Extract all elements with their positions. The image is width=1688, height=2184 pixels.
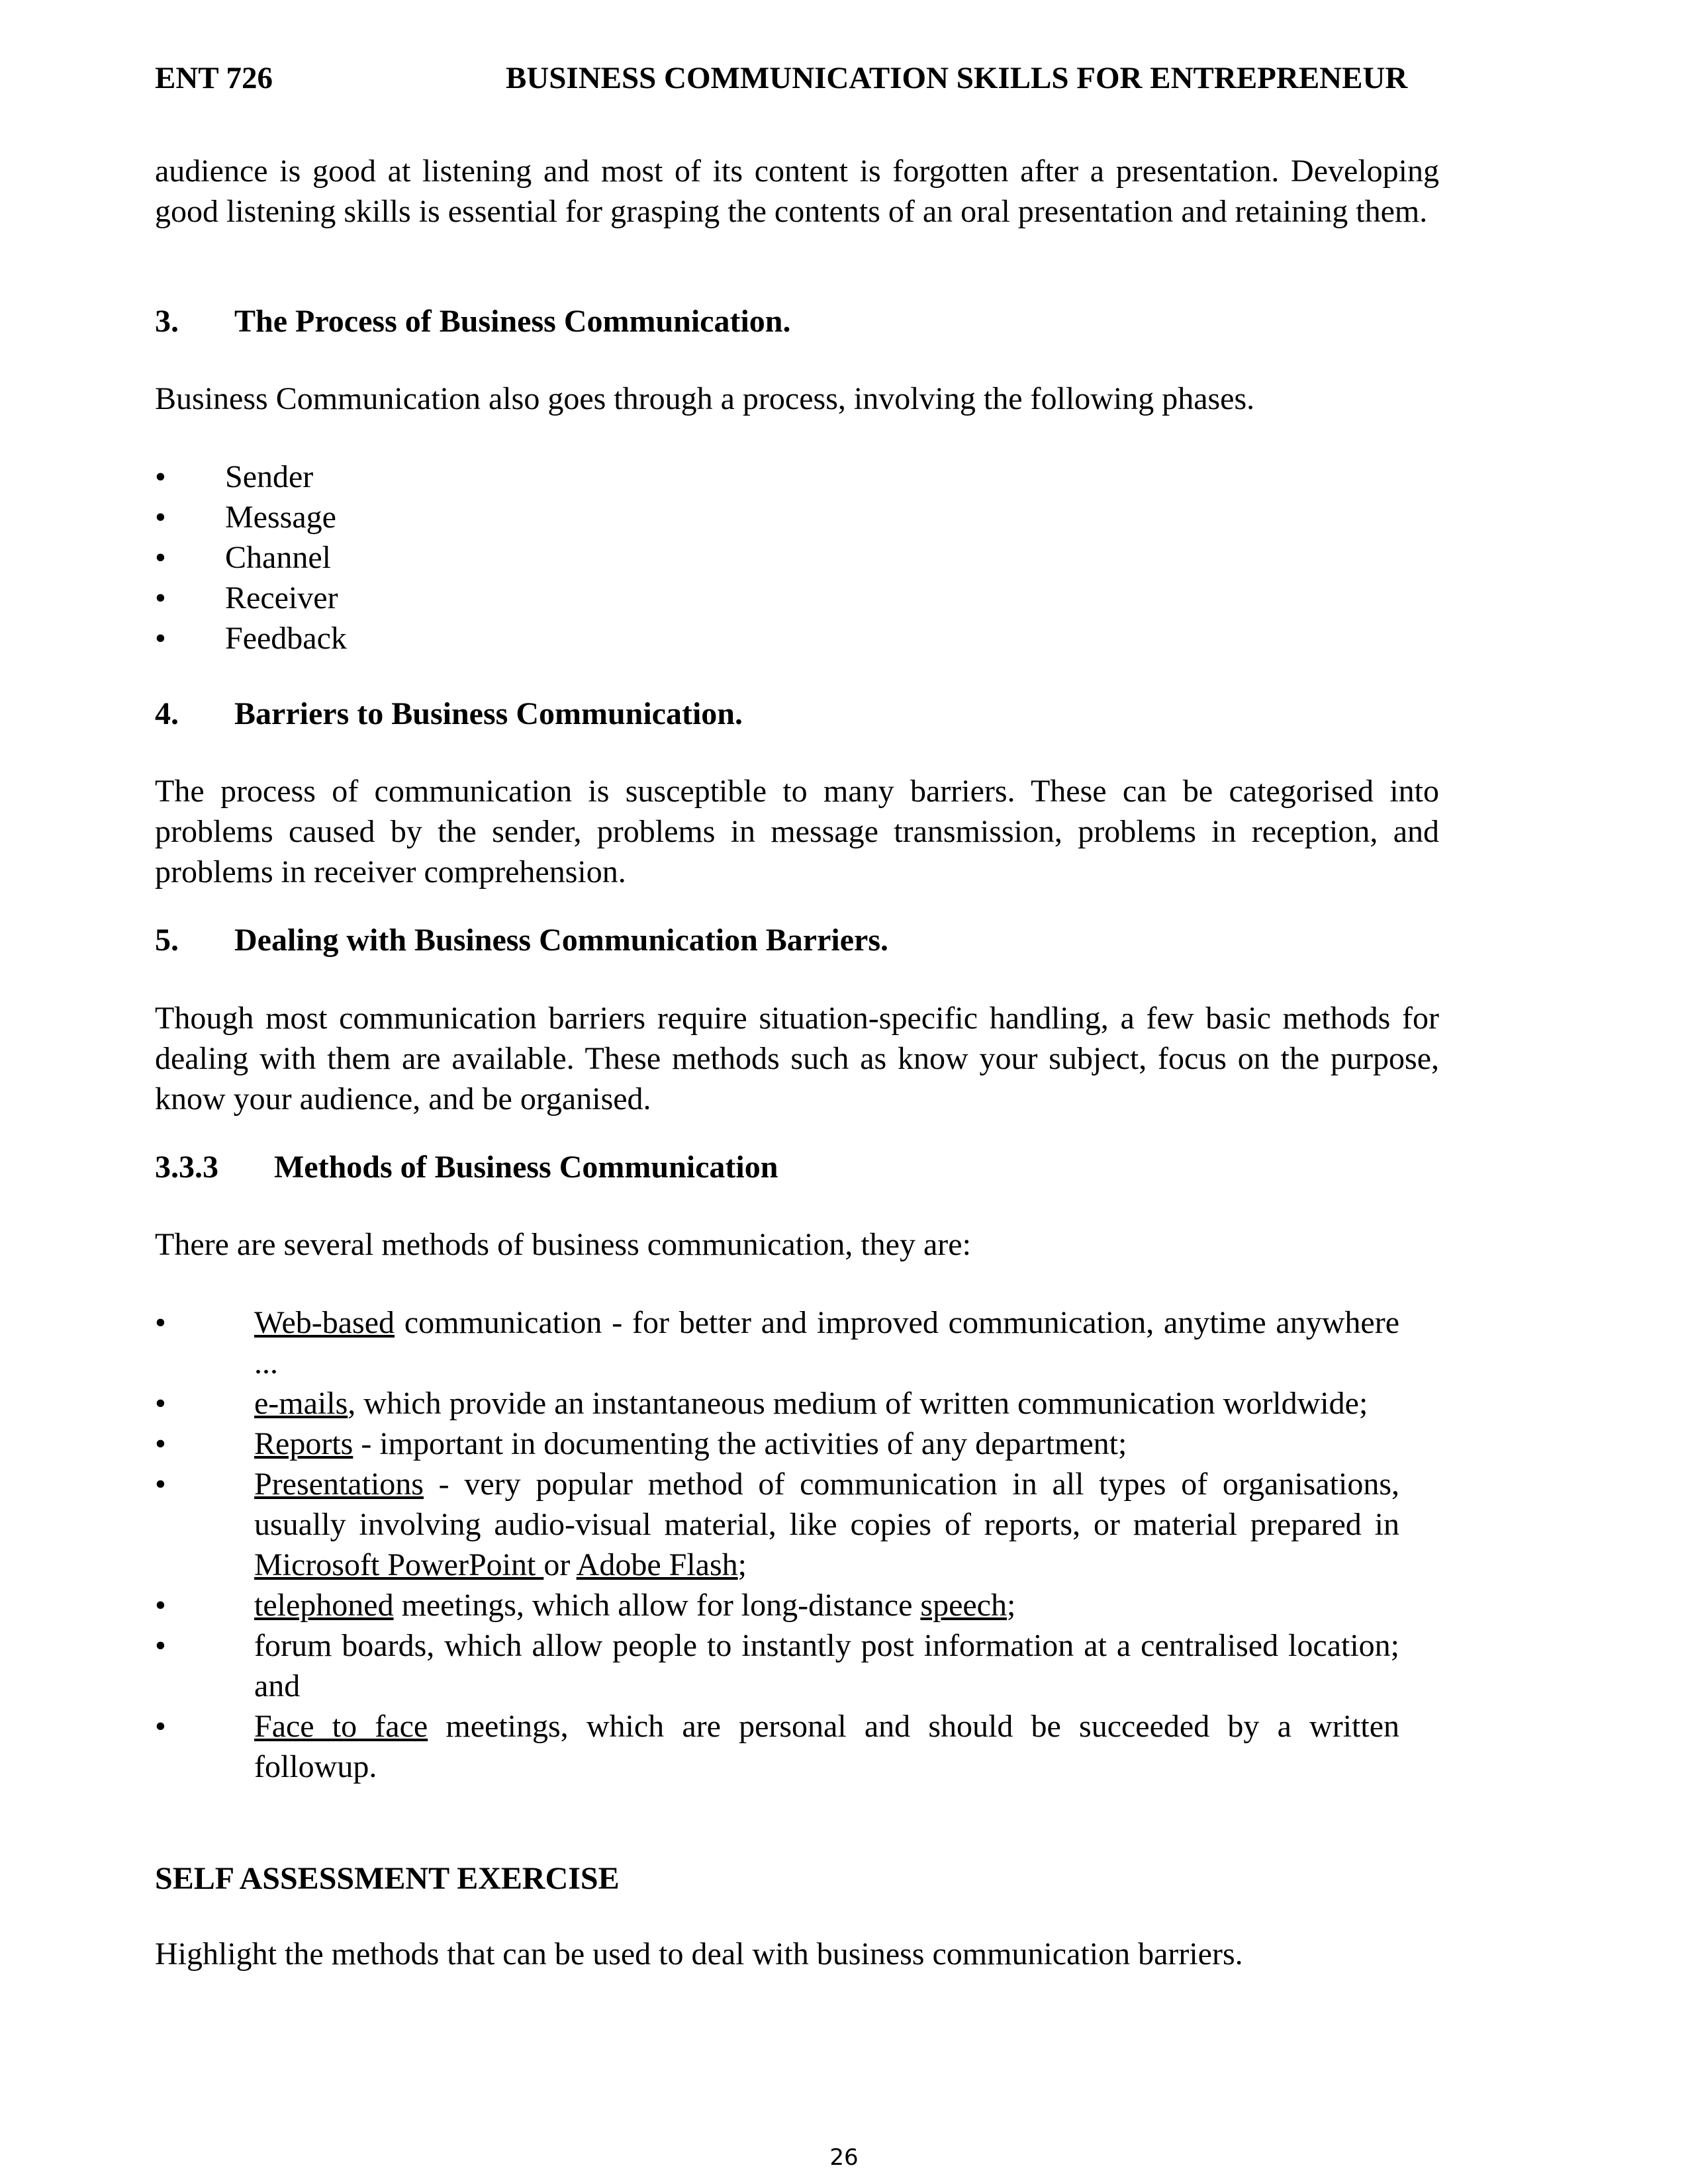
list-item bbox=[155, 578, 347, 618]
section-5-number: 5. bbox=[155, 923, 179, 958]
e-mails-link[interactable]: e-mails bbox=[254, 1386, 348, 1421]
self-assessment-question: Highlight the methods that can be used to deal with business communication barriers. bbox=[155, 1936, 1243, 1972]
phase-label: Message bbox=[225, 500, 336, 535]
method-text: meetings, which allow for long-distance bbox=[393, 1588, 921, 1623]
section-5-paragraph: Though most communication barriers require situation-specific handling, a few basic methods for dealing with them are available. These methods such as know your subject, focus on the purpose, know your audience, and be organised. bbox=[155, 1001, 1439, 1116]
bullet-icon: • bbox=[155, 500, 166, 535]
bullet-icon: • bbox=[155, 1709, 166, 1744]
document-page bbox=[155, 0, 1439, 2184]
self-assessment-heading: SELF ASSESSMENT EXERCISE bbox=[155, 1861, 620, 1896]
section-5-heading bbox=[155, 920, 888, 960]
method-text: or bbox=[543, 1547, 577, 1582]
section-4-title: Barriers to Business Communication. bbox=[234, 696, 743, 731]
section-3-number: 3. bbox=[155, 304, 179, 339]
section-333-heading bbox=[155, 1147, 778, 1187]
adobe-flash-link[interactable]: Adobe Flash bbox=[576, 1547, 738, 1582]
bullet-icon: • bbox=[155, 459, 166, 494]
bullet-icon: • bbox=[155, 1588, 166, 1623]
method-text: , which provide an instantaneous medium of written communication worldwide; bbox=[348, 1386, 1368, 1421]
microsoft-powerpoint-link[interactable]: Microsoft PowerPoint bbox=[254, 1547, 544, 1582]
bullet-icon: • bbox=[155, 1628, 166, 1663]
method-text: forum boards, which allow people to instantly post information at a centralised location; and bbox=[254, 1628, 1399, 1704]
list-item bbox=[155, 1424, 1399, 1464]
list-item bbox=[155, 1706, 1399, 1787]
section-4-paragraph: The process of communication is susceptible to many barriers. These can be categorised into problems caused by the sender, problems in message transmission, problems in reception, and problems in receiver comprehension. bbox=[155, 774, 1439, 889]
presentations-link[interactable]: Presentations bbox=[254, 1467, 424, 1502]
phase-label: Sender bbox=[225, 459, 314, 494]
list-item bbox=[155, 1585, 1399, 1625]
phase-label: Receiver bbox=[225, 580, 338, 615]
phase-label: Channel bbox=[225, 540, 331, 575]
method-text: - important in documenting the activities of any department; bbox=[353, 1426, 1127, 1461]
intro-paragraph: audience is good at listening and most of its content is forgotten after a presentation. Developing good listening skills is essential for grasping the contents of an oral presentation and retaining them. bbox=[155, 154, 1439, 229]
section-5-title: Dealing with Business Communication Barriers. bbox=[234, 923, 889, 958]
running-header bbox=[155, 58, 1426, 98]
page-number: 26 bbox=[829, 2144, 859, 2171]
bullet-icon: • bbox=[155, 1467, 166, 1502]
method-text: communication - for better and improved communication, anytime anywhere ... bbox=[254, 1305, 1399, 1381]
phases-list bbox=[155, 457, 347, 659]
course-code: ENT 726 bbox=[155, 61, 273, 95]
bullet-icon: • bbox=[155, 1305, 166, 1340]
section-3-title: The Process of Business Communication. bbox=[234, 304, 791, 339]
phase-label: Feedback bbox=[225, 621, 347, 656]
section-333-title: Methods of Business Communication bbox=[274, 1150, 778, 1185]
list-item bbox=[155, 1302, 1399, 1383]
list-item bbox=[155, 457, 347, 497]
list-item bbox=[155, 497, 347, 537]
method-text: ; bbox=[737, 1547, 747, 1582]
section-333-paragraph: There are several methods of business communication, they are: bbox=[155, 1227, 971, 1262]
section-3-paragraph: Business Communication also goes through a process, involving the following phases. bbox=[155, 381, 1255, 416]
methods-list bbox=[155, 1302, 1399, 1787]
bullet-icon: • bbox=[155, 1426, 166, 1461]
list-item bbox=[155, 537, 347, 578]
section-333-number: 3.3.3 bbox=[155, 1150, 218, 1185]
web-based-link[interactable]: Web-based bbox=[254, 1305, 395, 1340]
face-to-face-link[interactable]: Face to face bbox=[254, 1709, 428, 1744]
reports-link[interactable]: Reports bbox=[254, 1426, 353, 1461]
bullet-icon: • bbox=[155, 580, 166, 615]
list-item bbox=[155, 1625, 1399, 1706]
method-text: meetings, which are personal and should be succeeded by a written followup. bbox=[254, 1709, 1400, 1784]
course-title: BUSINESS COMMUNICATION SKILLS FOR ENTREPRENEUR bbox=[506, 61, 1408, 95]
bullet-icon: • bbox=[155, 621, 166, 656]
method-text: ; bbox=[1006, 1588, 1016, 1623]
section-4-number: 4. bbox=[155, 696, 179, 731]
bullet-icon: • bbox=[155, 540, 166, 575]
bullet-icon: • bbox=[155, 1386, 166, 1421]
method-text: - very popular method of communication in all types of organisations, usually involving audio-visual material, like copies of reports, or material prepared in bbox=[254, 1467, 1399, 1542]
list-item bbox=[155, 618, 347, 659]
list-item bbox=[155, 1383, 1399, 1424]
section-3-heading bbox=[155, 301, 791, 341]
telephoned-link[interactable]: telephoned bbox=[254, 1588, 394, 1623]
speech-link[interactable]: speech bbox=[920, 1588, 1007, 1623]
section-4-heading bbox=[155, 694, 743, 734]
list-item bbox=[155, 1464, 1399, 1585]
